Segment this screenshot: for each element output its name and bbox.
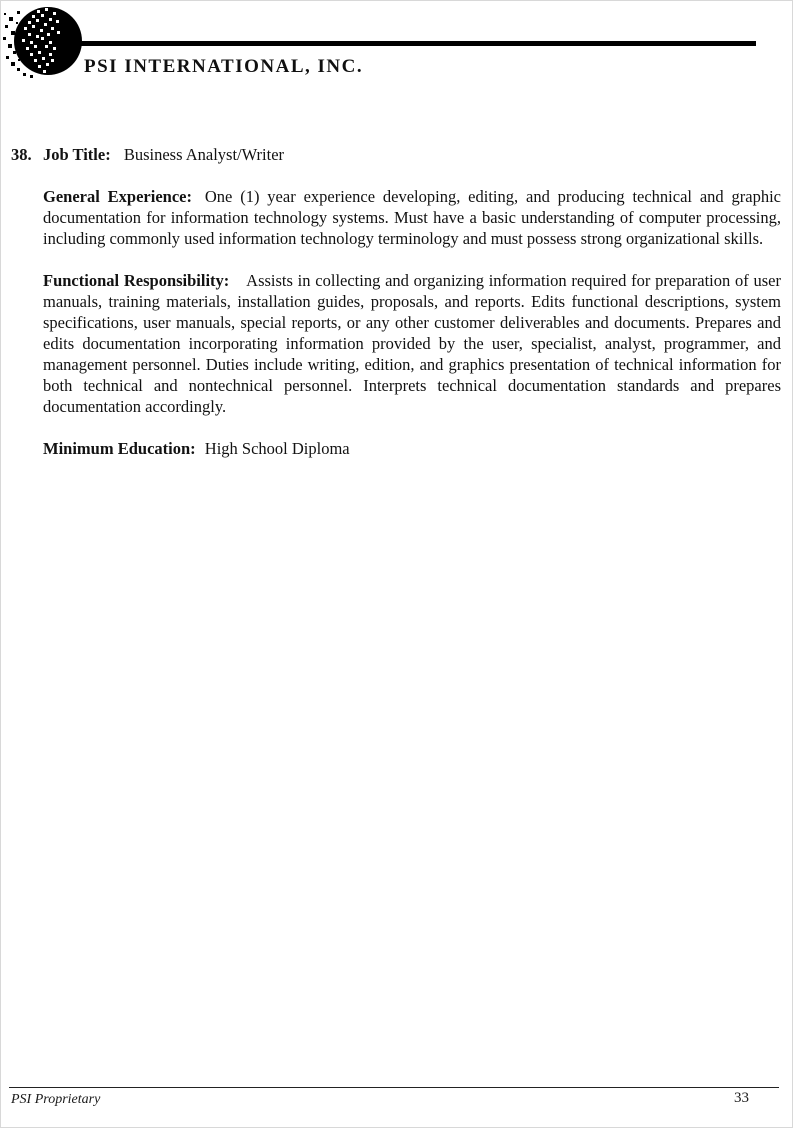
minimum-education-paragraph [43, 438, 781, 459]
functional-responsibility-paragraph [43, 270, 781, 417]
item-number: 38. [11, 145, 32, 164]
footer-rule [9, 1087, 779, 1088]
footer-page-number: 33 [734, 1090, 749, 1106]
job-description [11, 144, 782, 459]
general-experience-label: General Experience: [43, 187, 192, 206]
job-title-row [11, 144, 781, 165]
minimum-education-label: Minimum Education: [43, 439, 196, 458]
minimum-education-text: High School Diploma [204, 439, 350, 458]
general-experience-text: One (1) year experience developing, editing, and producing technical and graphic documentation for information technology systems. Must have a basic understanding of computer processing, including commonly used information technology terminology and must possess strong organizational skills. [43, 187, 782, 248]
job-title-value: Business Analyst/Writer [123, 145, 285, 164]
company-name: PSI INTERNATIONAL, INC. [84, 56, 364, 77]
header-rule [47, 41, 756, 46]
job-title-label: Job Title: [43, 145, 111, 164]
functional-responsibility-text: Assists in collecting and organizing information required for preparation of user manuals, training materials, installation guides, proposals, and reports. Edits functional descriptions, system specifications, user manuals, special reports, or any other customer deliverables and documents. Prepares and edits documentation incorporating information provided by the user, specialist, analyst, programmer, and management personnel. Duties include writing, edition, and graphics presentation of technical information for both technical and nontechnical personnel. Interprets technical documentation standards and prepares documentation accordingly. [43, 271, 781, 416]
footer-proprietary-text: PSI Proprietary [11, 1092, 101, 1107]
functional-responsibility-label: Functional Responsibility: [43, 271, 230, 290]
psi-globe-logo-icon [3, 4, 85, 80]
general-experience-paragraph [43, 186, 781, 249]
